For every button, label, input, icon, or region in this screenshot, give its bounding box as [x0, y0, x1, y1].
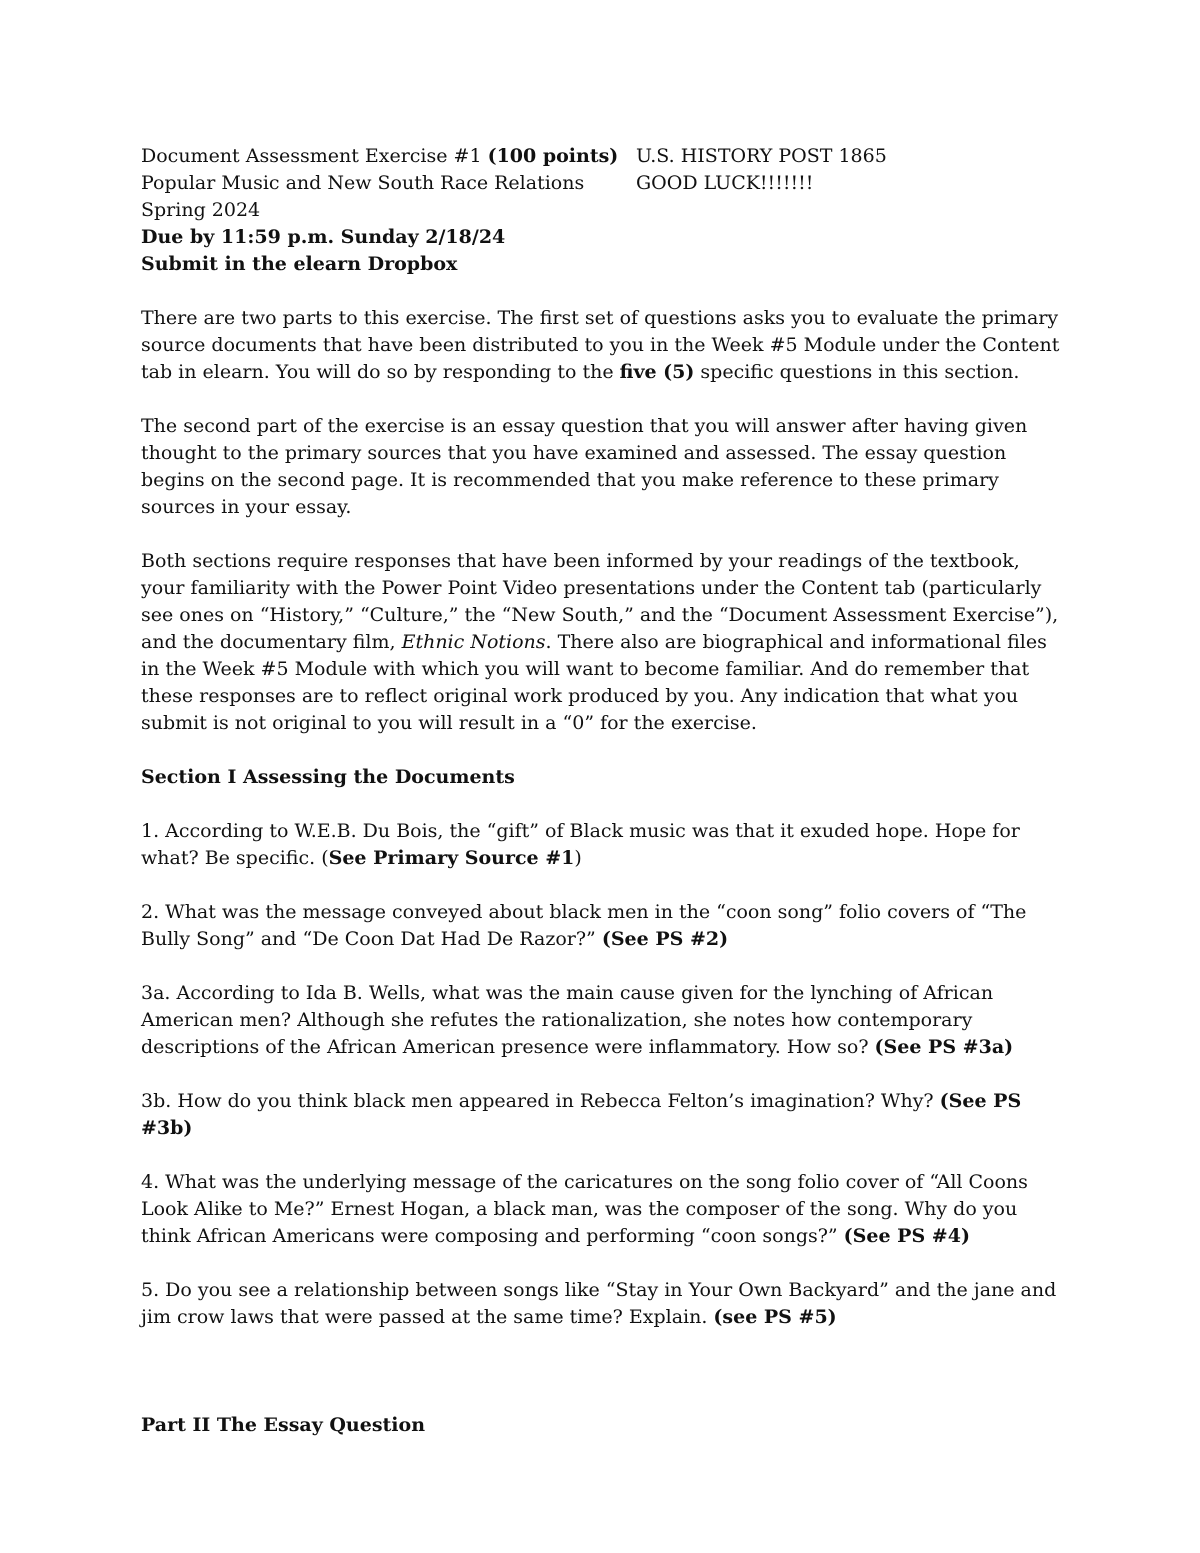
question-3b: 3b. How do you think black men appeared in Rebecca Felton’s imagination? Why? (See PS #3b): [141, 1090, 1022, 1139]
part-2-heading: Part II The Essay Question: [141, 1414, 426, 1436]
intro-paragraph-1: There are two parts to this exercise. The first set of questions asks you to evaluate the primary source documents that have been distributed to you in the Week #5 Module under the Content tab in elearn. You will do so by responding to the five (5) specific questions in this section.: [141, 307, 1060, 383]
five-count: five (5): [619, 361, 695, 383]
question-2: 2. What was the message conveyed about black men in the “coon song” folio covers of “The Bully Song” and “De Coon Dat Had De Razor?” (See PS #2): [141, 901, 1027, 950]
film-title: Ethnic Notions: [401, 631, 546, 653]
course-title: U.S. HISTORY POST 1865: [636, 145, 887, 167]
assignment-subtitle: Popular Music and New South Race Relations: [141, 172, 585, 194]
question-4: 4. What was the underlying message of the caricatures on the song folio cover of “All Coons Look Alike to Me?” Ernest Hogan, a black man, was the composer of the song. Why do you think African Americans were composing and performing “coon songs?” (See PS #4): [141, 1171, 1028, 1247]
question-5: 5. Do you see a relationship between songs like “Stay in Your Own Backyard” and the jane and jim crow laws that were passed at the same time? Explain. (see PS #5): [141, 1279, 1057, 1328]
assignment-title: Document Assessment Exercise #1: [141, 145, 488, 167]
question-1: 1. According to W.E.B. Du Bois, the “gift” of Black music was that it exuded hope. Hope for what? Be specific. (See Primary Source #1): [141, 820, 1020, 869]
intro-paragraph-2: The second part of the exercise is an essay question that you will answer after having given thought to the primary sources that you have examined and assessed. The essay question begins on the second page. It is recommended that you make reference to these primary sources in your essay.: [141, 415, 1028, 518]
section-1-heading: Section I Assessing the Documents: [141, 766, 515, 788]
due-date: Due by 11:59 p.m. Sunday 2/18/24: [141, 226, 506, 248]
header-row-1: [141, 143, 1061, 170]
points-label: (100 points): [487, 145, 619, 167]
intro-paragraph-3: Both sections require responses that have been informed by your readings of the textbook, your familiarity with the Power Point Video presentations under the Content tab (particularly see ones on “History,” “Culture,” the “New South,” and the “Document Assessment Exercise”), and the documentary film, Ethnic Notions. There also are biographical and informational files in the Week #5 Module with which you will want to become familiar. And do remember that these responses are to reflect original work produced by you. Any indication that what you submit is not original to you will result in a “0” for the exercise.: [141, 550, 1059, 734]
good-luck-text: GOOD LUCK!!!!!!!: [636, 172, 814, 194]
question-3a: 3a. According to Ida B. Wells, what was the main cause given for the lynching of African American men? Although she refutes the rationalization, she notes how contemporary descriptions of the African American presence were inflammatory. How so? (See PS #3a): [141, 982, 1014, 1058]
document-page: [141, 143, 1061, 1439]
submit-instructions: Submit in the elearn Dropbox: [141, 253, 458, 275]
header-row-2: [141, 170, 1061, 197]
semester-label: Spring 2024: [141, 199, 261, 221]
